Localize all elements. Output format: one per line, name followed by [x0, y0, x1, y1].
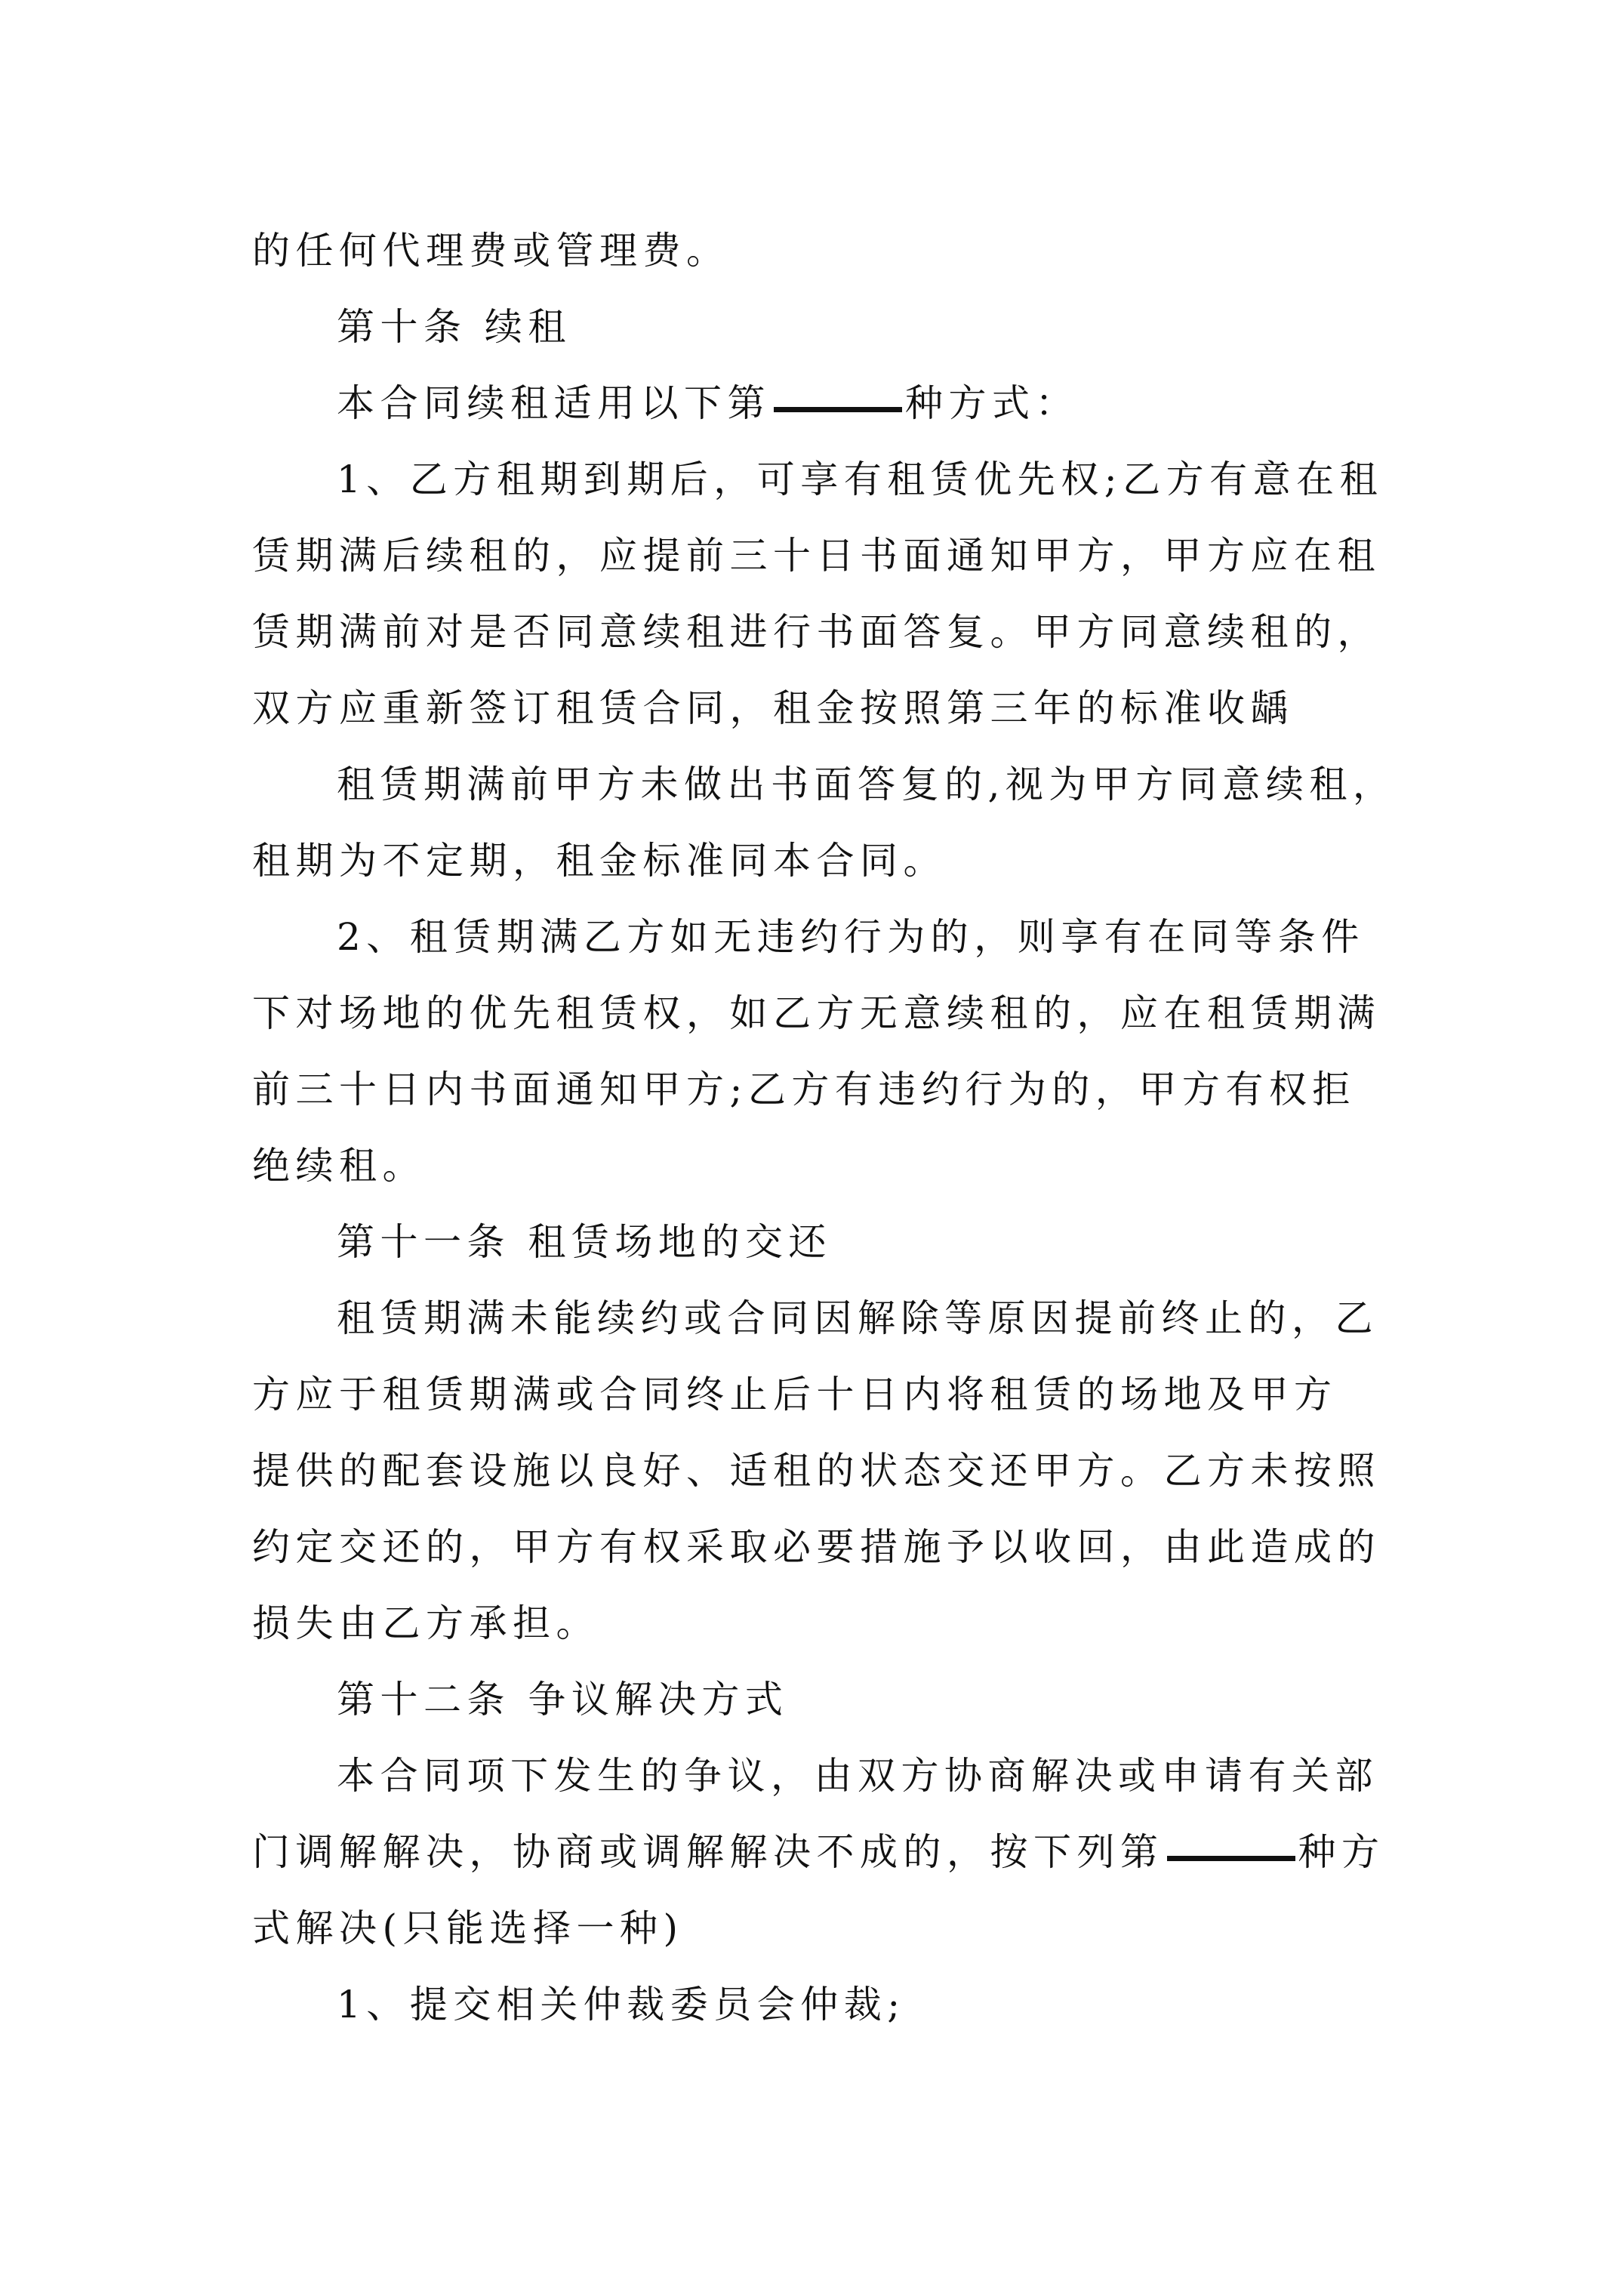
article-heading-12: 第十二条 争议解决方式 — [337, 1678, 789, 1721]
paragraph-line: 本合同项下发生的争议，由双方协商解决或申请有关部 — [337, 1754, 1378, 1798]
paragraph-line: 提供的配套设施以良好、适租的状态交还甲方。乙方未按照 — [252, 1449, 1381, 1493]
fill-in-blank[interactable] — [774, 365, 902, 412]
paragraph-line: 1、乙方租期到期后，可享有租赁优先权;乙方有意在租 — [337, 458, 1384, 501]
paragraph-line: 前三十日内书面通知甲方;乙方有违约行为的，甲方有权拒 — [252, 1068, 1356, 1111]
paragraph-line: 2、租赁期满乙方如无违约行为的，则享有在同等条件 — [337, 915, 1365, 959]
paragraph-line: 赁期满后续租的，应提前三十日书面通知甲方，甲方应在租 — [252, 534, 1381, 578]
paragraph-line: 下对场地的优先租赁权，如乙方无意续租的，应在租赁期满 — [252, 991, 1381, 1035]
paragraph-line: 损失由乙方承担。 — [252, 1601, 599, 1645]
article-heading-11: 第十一条 租赁场地的交还 — [337, 1220, 832, 1264]
paragraph-line-with-blank: 本合同续租适用以下第 种方式： — [252, 365, 1400, 442]
fill-in-blank[interactable] — [1167, 1814, 1295, 1861]
paragraph-line: 1、提交相关仲裁委员会仲裁; — [337, 1983, 906, 2026]
paragraph-line-with-blank: 门调解解决，协商或调解解决不成的，按下列第 种方 — [252, 1814, 1400, 1891]
paragraph-line: 绝续租。 — [252, 1144, 426, 1188]
paragraph-line: 约定交还的，甲方有权采取必要措施予以收回，由此造成的 — [252, 1525, 1381, 1569]
paragraph-line: 的任何代理费或管理费。 — [252, 229, 730, 273]
paragraph-line: 租赁期满未能续约或合同因解除等原因提前终止的，乙 — [337, 1296, 1378, 1340]
paragraph-line: 租赁期满前甲方未做出书面答复的,视为甲方同意续租， — [337, 763, 1397, 806]
document-body — [252, 213, 1400, 2043]
article-heading-10: 第十条 续租 — [337, 305, 571, 349]
paragraph-line: 式解决(只能选择一种) — [252, 1906, 684, 1950]
paragraph-line: 租期为不定期，租金标准同本合同。 — [252, 839, 947, 883]
paragraph-line: 赁期满前对是否同意续租进行书面答复。甲方同意续租的， — [252, 610, 1381, 654]
paragraph-line: 方应于租赁期满或合同终止后十日内将租赁的场地及甲方 — [252, 1373, 1338, 1416]
paragraph-line: 双方应重新签订租赁合同，租金按照第三年的标准收龋 — [252, 686, 1294, 730]
